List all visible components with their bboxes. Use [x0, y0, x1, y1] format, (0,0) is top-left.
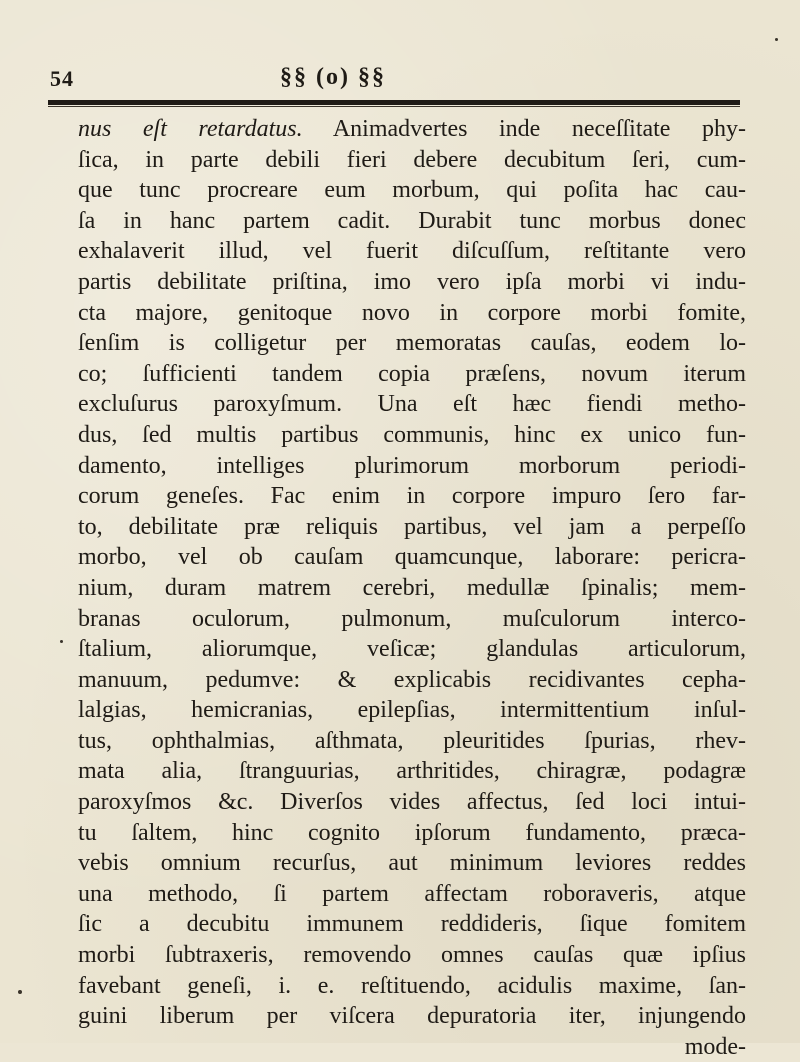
page-number: 54 — [50, 66, 74, 91]
body-text — [78, 114, 746, 1062]
text-line: corum geneſes. Fac enim in corpore impuro ſero far- — [78, 483, 746, 510]
text-line: damento, intelliges plurimorum morborum periodi- — [78, 452, 746, 479]
text-line: exhalaverit illud, vel fuerit diſcuſſum, reſtitante vero — [78, 238, 746, 265]
header-rule — [48, 100, 740, 105]
text-line: to, debilitate præ reliquis partibus, vel jam a perpeſſo — [78, 513, 746, 540]
header-ornament: §§ (o) §§ — [280, 64, 386, 90]
lead-italic: nus eſt retardatus. — [78, 116, 303, 142]
text-line: morbi ſubtraxeris, removendo omnes cauſas quæ ipſius — [78, 942, 746, 969]
text-line: ſica, in parte debili fieri debere decubitum ſeri, cum- — [78, 146, 746, 173]
line-0-text: Animadvertes inde neceſſitate phy- — [332, 116, 746, 142]
text-line: ſenſim is colligetur per memoratas cauſas, eodem lo- — [78, 330, 746, 357]
text-line: partis debilitate priſtina, imo vero ipſa morbi vi indu- — [78, 268, 746, 295]
header-rule-thin — [48, 106, 740, 107]
page-header — [50, 62, 740, 98]
text-line: tu ſaltem, hinc cognito ipſorum fundamento, præca- — [78, 819, 746, 846]
text-line: una methodo, ſi partem affectam roboraveris, atque — [78, 880, 746, 907]
text-line: lalgias, hemicranias, epilepſias, intermittentium inſul- — [78, 697, 746, 724]
catchword: mode- — [684, 1033, 746, 1060]
text-line: nium, duram matrem cerebri, medullæ ſpinalis; mem- — [78, 574, 746, 601]
text-line: que tunc procreare eum morbum, qui poſita hac cau- — [78, 177, 746, 204]
text-line: manuum, pedumve: & explicabis recidivantes cepha- — [78, 666, 746, 693]
text-line: ſa in hanc partem cadit. Durabit tunc morbus donec — [78, 207, 746, 234]
text-line: favebant geneſi, i. e. reſtituendo, acidulis maxime, ſan- — [78, 972, 746, 999]
text-line: excluſurus paroxyſmum. Una eſt hæc fiendi metho- — [78, 391, 746, 418]
text-line: tus, ophthalmias, aſthmata, pleuritides ſpurias, rhev- — [78, 727, 746, 754]
text-line: vebis omnium recurſus, aut minimum leviores reddes — [78, 850, 746, 877]
text-line — [78, 114, 746, 145]
text-line: branas oculorum, pulmonum, muſculorum interco- — [78, 605, 746, 632]
text-line: ſtalium, aliorumque, veſicæ; glandulas articulorum, — [78, 636, 746, 663]
text-line: co; ſufficienti tandem copia præſens, novum iterum — [78, 360, 746, 387]
text-line: paroxyſmos &c. Diverſos vides affectus, ſed loci intui- — [78, 789, 746, 816]
text-line: guini liberum per viſcera depuratoria iter, injungendo — [78, 1003, 746, 1030]
text-line: dus, ſed multis partibus communis, hinc ex unico fun- — [78, 421, 746, 448]
text-line: morbo, vel ob cauſam quamcunque, laborare: pericra- — [78, 544, 746, 571]
text-line: mata alia, ſtranguurias, arthritides, chiragræ, podagræ — [78, 758, 746, 785]
text-line: cta majore, genitoque novo in corpore morbi fomite, — [78, 299, 746, 326]
text-line: ſic a decubitu immunem reddideris, ſique fomitem — [78, 911, 746, 938]
